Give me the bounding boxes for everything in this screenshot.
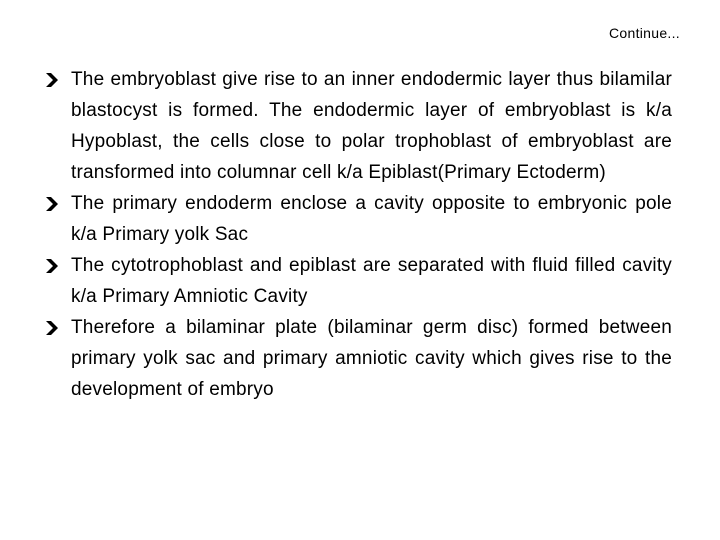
arrow-bullet-icon: [44, 188, 64, 219]
bullet-item: [44, 64, 672, 188]
arrow-bullet-icon: [44, 250, 64, 281]
bullet-text: The primary endoderm enclose a cavity opposite to embryonic pole k/a Primary yolk Sac: [71, 193, 672, 245]
bullet-list: [44, 64, 672, 405]
bullet-item: [44, 250, 672, 312]
bullet-text: The embryoblast give rise to an inner endodermic layer thus bilamilar blastocyst is formed. The endodermic layer of embryoblast is k/a Hypoblast, the cells close to polar trophoblast of embryoblast are transformed into columnar cell k/a Epiblast(Primary Ectoderm): [71, 69, 672, 183]
bullet-item: [44, 312, 672, 405]
bullet-item: [44, 188, 672, 250]
continue-label: Continue...: [608, 25, 680, 41]
arrow-bullet-icon: [44, 64, 64, 95]
bullet-text: The cytotrophoblast and epiblast are separated with fluid filled cavity k/a Primary Amniotic Cavity: [71, 255, 672, 307]
arrow-bullet-icon: [44, 312, 64, 343]
bullet-text: Therefore a bilaminar plate (bilaminar germ disc) formed between primary yolk sac and primary amniotic cavity which gives rise to the development of embryo: [71, 317, 672, 400]
